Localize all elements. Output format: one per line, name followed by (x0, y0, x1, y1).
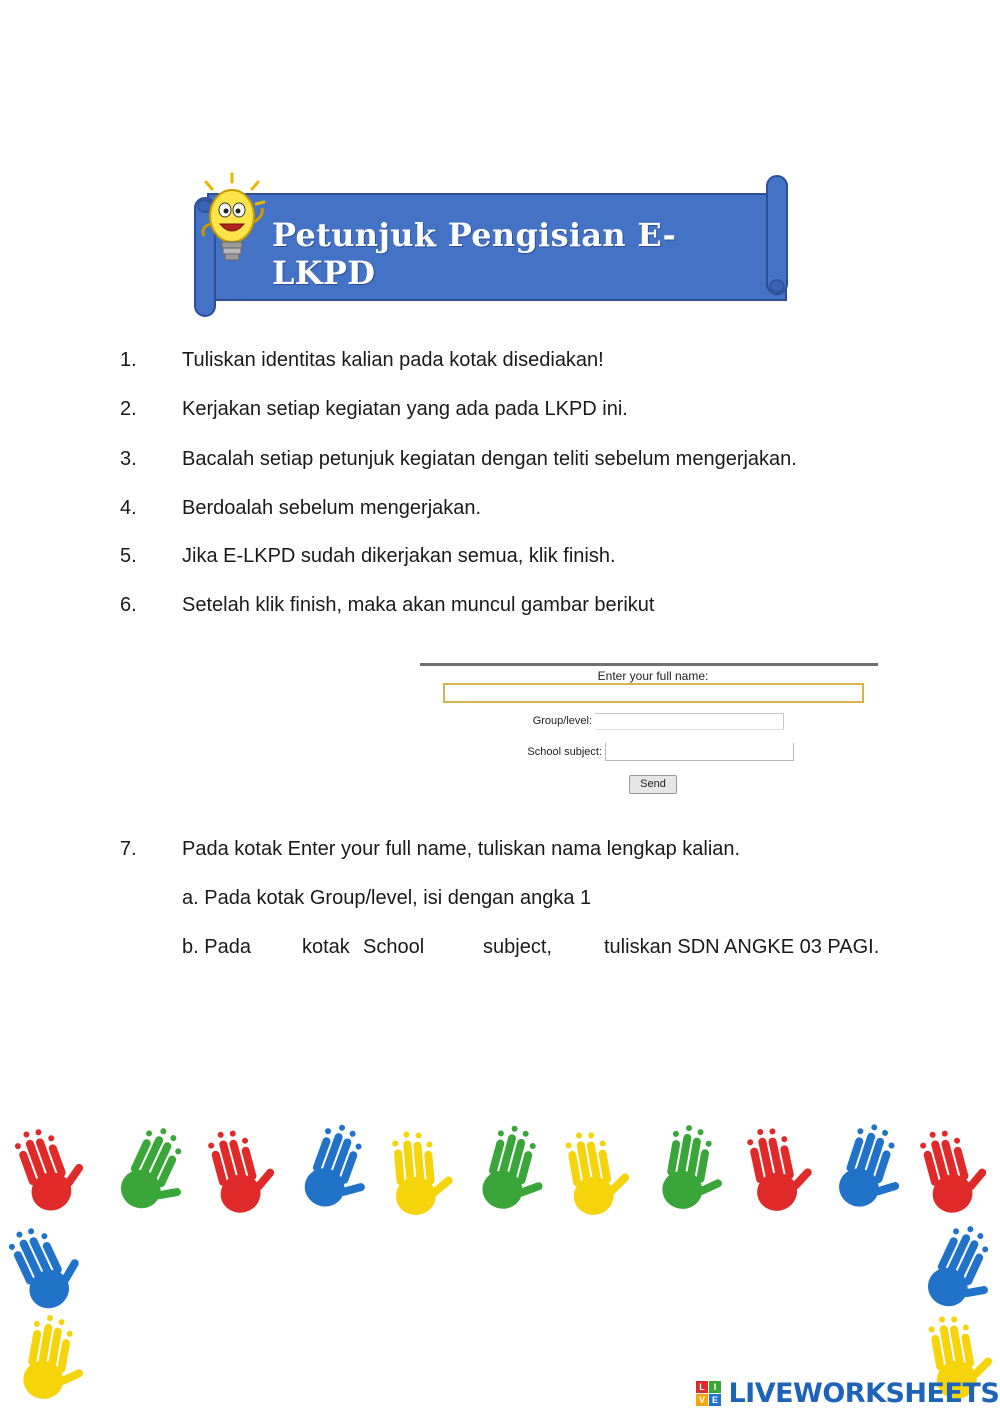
red-handprint-icon (916, 1121, 995, 1218)
sub-step-b-word: subject, (483, 936, 552, 958)
banner-title: Petunjuk Pengisian E-LKPD (272, 216, 677, 292)
green-handprint-icon (478, 1122, 557, 1219)
sub-step-b-word: b. Pada (182, 936, 251, 958)
step-text: Jika E-LKPD sudah dikerjakan semua, klik finish. (182, 545, 616, 567)
sub-step-b-word: kotak (302, 936, 350, 958)
step-number: 6. (120, 594, 137, 616)
green-handprint-icon (659, 1122, 732, 1215)
form-top-divider (420, 663, 878, 666)
blue-handprint-icon (4, 1213, 94, 1314)
red-handprint-icon (744, 1120, 820, 1215)
school-subject-input[interactable] (605, 743, 794, 761)
send-button[interactable]: Send (629, 775, 677, 794)
step-text: Berdoalah sebelum mengerjakan. (182, 497, 482, 519)
step-number: 7. (120, 838, 137, 860)
step-number: 2. (120, 398, 137, 420)
live-badge-icon: L I V E (696, 1381, 722, 1407)
blue-handprint-icon (922, 1220, 1000, 1321)
group-level-input[interactable] (595, 713, 784, 730)
school-subject-label: School subject: (527, 746, 602, 758)
step-number: 5. (120, 545, 137, 567)
step-text: Kerjakan setiap kegiatan yang ada pada LKPD ini. (182, 398, 628, 420)
step-number: 1. (120, 349, 137, 371)
yellow-handprint-icon (563, 1125, 636, 1218)
step-text: Bacalah setiap petunjuk kegiatan dengan teliti sebelum mengerjakan. (182, 448, 797, 470)
logo-wordmark: LIVEWORKSHEETS (728, 1378, 1000, 1409)
step-number: 3. (120, 448, 137, 470)
red-handprint-icon (10, 1120, 95, 1216)
title-banner (192, 172, 808, 322)
blue-handprint-icon (299, 1120, 384, 1219)
group-level-label: Group/level: (532, 715, 592, 727)
step-number: 4. (120, 497, 137, 519)
sub-step-b-word: School (363, 936, 425, 958)
lightbulb-mascot-icon (192, 172, 272, 272)
finish-form-screenshot (420, 660, 878, 800)
full-name-input[interactable] (443, 683, 864, 703)
sub-step-a-text: a. Pada kotak Group/level, isi dengan angka 1 (182, 887, 592, 909)
step-text: Tuliskan identitas kalian pada kotak disediakan! (182, 349, 604, 371)
blue-handprint-icon (834, 1120, 917, 1218)
full-name-label: Enter your full name: (597, 669, 709, 683)
yellow-handprint-icon (20, 1312, 93, 1405)
red-handprint-icon (204, 1121, 283, 1218)
sub-step-b-word: tuliskan SDN ANGKE 03 PAGI. (604, 936, 880, 958)
green-handprint-icon (115, 1122, 205, 1223)
liveworksheets-logo (696, 1378, 999, 1410)
step-text: Pada kotak Enter your full name, tuliskan nama lengkap kalian. (182, 838, 741, 860)
yellow-handprint-icon (390, 1128, 457, 1217)
handprint-border (0, 1120, 1000, 1413)
step-text: Setelah klik finish, maka akan muncul gambar berikut (182, 594, 655, 616)
